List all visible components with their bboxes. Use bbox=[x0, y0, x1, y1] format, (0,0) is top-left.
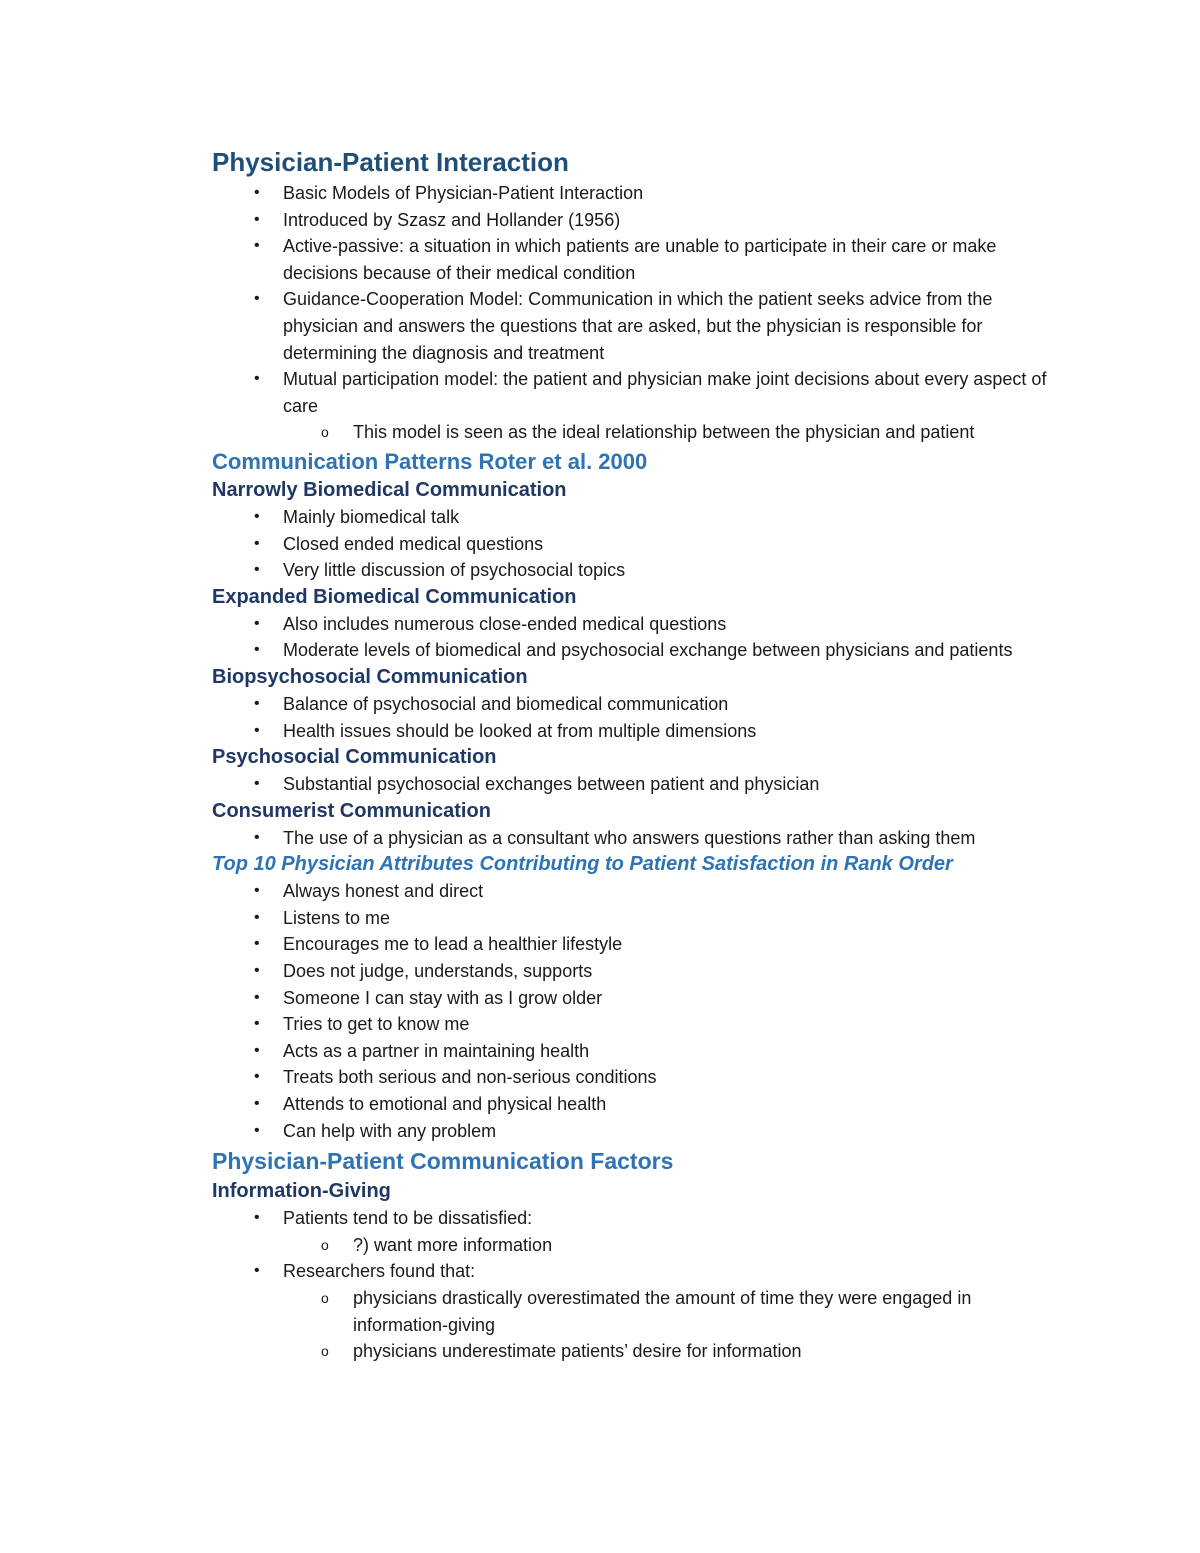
section-heading: Physician-Patient Interaction bbox=[212, 147, 569, 177]
list-item-text: Always honest and direct bbox=[283, 881, 484, 902]
subsection-heading: Top 10 Physician Attributes Contributing to Patient Satisfaction in Rank Order bbox=[212, 853, 953, 876]
bullet-icon: • bbox=[254, 184, 260, 201]
list-item bbox=[212, 878, 1063, 905]
bullet-icon: • bbox=[254, 614, 260, 632]
list-item-text: Researchers found that: bbox=[283, 1261, 476, 1282]
subsection-heading: Information-Giving bbox=[212, 1180, 391, 1203]
list-item-text: Closed ended medical questions bbox=[283, 533, 544, 554]
list-item-text: Introduced by Szasz and Hollander (1956) bbox=[283, 209, 621, 230]
list-item-text: Acts as a partner in maintaining health bbox=[283, 1040, 590, 1061]
subsection-heading: Consumerist Communication bbox=[212, 799, 491, 822]
bullet-icon: • bbox=[254, 237, 260, 255]
bullet-icon: • bbox=[254, 210, 260, 228]
list-item bbox=[212, 958, 1063, 985]
sub-list-item bbox=[283, 419, 1063, 446]
list-item bbox=[212, 985, 1063, 1012]
sub-list-item bbox=[283, 1232, 1063, 1259]
circle-bullet-icon: o bbox=[321, 1343, 329, 1360]
bullet-icon: • bbox=[254, 775, 260, 793]
bullet-icon: • bbox=[254, 908, 260, 926]
list-item bbox=[212, 637, 1063, 664]
sub-list bbox=[283, 1232, 1063, 1259]
bullet-icon: • bbox=[254, 935, 260, 953]
sub-list-item bbox=[283, 1338, 1063, 1365]
section-heading: Physician-Patient Communication Factors bbox=[212, 1148, 674, 1175]
sub-list bbox=[283, 419, 1063, 446]
bullet-list bbox=[212, 825, 1050, 852]
bullet-icon: • bbox=[254, 534, 260, 552]
list-item-text: Patients tend to be dissatisfied: bbox=[283, 1208, 533, 1229]
list-item bbox=[212, 1038, 1063, 1065]
bullet-icon: • bbox=[254, 1121, 260, 1139]
circle-bullet-icon: o bbox=[321, 1236, 329, 1253]
sub-list-item-text: physicians drastically overestimated the amount of time they were engaged in information-giving bbox=[353, 1288, 972, 1335]
subsection-heading: Psychosocial Communication bbox=[212, 746, 497, 769]
circle-bullet-icon: o bbox=[321, 1290, 329, 1306]
list-item bbox=[212, 504, 1063, 531]
list-item bbox=[212, 1118, 1063, 1145]
sub-list-item bbox=[283, 1285, 1063, 1338]
list-item bbox=[212, 1011, 1063, 1038]
list-item bbox=[212, 531, 1063, 558]
list-item bbox=[212, 207, 1063, 234]
sub-list-item-text: This model is seen as the ideal relationship between the physician and patient bbox=[353, 422, 975, 443]
list-item-text: Very little discussion of psychosocial topics bbox=[283, 560, 626, 581]
section-heading: Communication Patterns Roter et al. 2000 bbox=[212, 448, 648, 474]
list-item-text: Balance of psychosocial and biomedical communication bbox=[283, 693, 729, 714]
bullet-icon: • bbox=[254, 641, 260, 659]
subsection-heading: Narrowly Biomedical Communication bbox=[212, 478, 567, 501]
list-item-text: Treats both serious and non-serious conditions bbox=[283, 1067, 657, 1088]
bullet-icon: • bbox=[254, 828, 260, 846]
list-item bbox=[212, 718, 1063, 745]
bullet-icon: • bbox=[254, 370, 260, 388]
list-item-text: Encourages me to lead a healthier lifestyle bbox=[283, 934, 623, 955]
bullet-icon: • bbox=[254, 721, 260, 739]
list-item-text: Also includes numerous close-ended medical questions bbox=[283, 613, 727, 634]
bullet-list bbox=[212, 691, 1050, 744]
list-item-text: Active-passive: a situation in which patients are unable to participate in their care or make decisions because of their medical condition bbox=[283, 236, 997, 283]
list-item-text: Attends to emotional and physical health bbox=[283, 1094, 607, 1115]
list-item bbox=[212, 557, 1063, 584]
bullet-icon: • bbox=[254, 882, 260, 900]
bullet-icon: • bbox=[254, 1095, 260, 1113]
list-item bbox=[212, 825, 1083, 852]
list-item-text: The use of a physician as a consultant who answers questions rather than asking them bbox=[283, 827, 976, 848]
list-item bbox=[212, 691, 1063, 718]
list-item-text: Mainly biomedical talk bbox=[283, 506, 460, 527]
bullet-icon: • bbox=[254, 988, 260, 1006]
list-item bbox=[212, 611, 1063, 638]
bullet-list bbox=[212, 611, 1050, 664]
list-item bbox=[212, 931, 1063, 958]
bullet-icon: • bbox=[254, 694, 260, 712]
list-item bbox=[212, 771, 1063, 798]
list-item-text: Moderate levels of biomedical and psychosocial exchange between physicians and patients bbox=[283, 640, 1013, 661]
list-item-text: Tries to get to know me bbox=[283, 1014, 470, 1035]
bullet-list bbox=[212, 1205, 1050, 1365]
list-item bbox=[212, 366, 1063, 446]
sub-list-item-text: physicians underestimate patients’ desire for information bbox=[353, 1341, 802, 1362]
bullet-list bbox=[212, 771, 1050, 798]
bullet-icon: • bbox=[254, 507, 260, 525]
bullet-icon: • bbox=[254, 1209, 260, 1227]
list-item-text: Listens to me bbox=[283, 907, 391, 928]
list-item bbox=[212, 180, 1063, 207]
sub-list bbox=[283, 1285, 1063, 1365]
list-item bbox=[212, 1064, 1063, 1091]
list-item-text: Mutual participation model: the patient and physician make joint decisions about every aspect of care bbox=[283, 369, 1047, 416]
sub-list-item-text: ?) want more information bbox=[353, 1234, 553, 1255]
subsection-heading: Biopsychosocial Communication bbox=[212, 665, 528, 688]
list-item-text: Basic Models of Physician-Patient Interaction bbox=[283, 183, 644, 203]
list-item bbox=[212, 286, 1063, 366]
bullet-list bbox=[212, 180, 1050, 446]
list-item bbox=[212, 905, 1063, 932]
list-item-text: Guidance-Cooperation Model: Communication in which the patient seeks advice from the physician and answers the questions that are asked, but the physician is responsible for determining the diagnosis and treatment bbox=[283, 289, 993, 363]
list-item bbox=[212, 233, 1063, 286]
list-item-text: Can help with any problem bbox=[283, 1120, 497, 1141]
list-item-text: Substantial psychosocial exchanges between patient and physician bbox=[283, 774, 820, 795]
bullet-icon: • bbox=[254, 1068, 260, 1086]
list-item-text: Health issues should be looked at from multiple dimensions bbox=[283, 720, 757, 741]
list-item bbox=[212, 1205, 1063, 1258]
list-item bbox=[212, 1258, 1063, 1364]
bullet-icon: • bbox=[254, 1041, 260, 1059]
bullet-icon: • bbox=[254, 561, 260, 579]
bullet-icon: • bbox=[254, 962, 260, 980]
list-item-text: Does not judge, understands, supports bbox=[283, 961, 593, 982]
bullet-icon: • bbox=[254, 1015, 260, 1033]
bullet-list bbox=[212, 504, 1050, 584]
list-item-text: Someone I can stay with as I grow older bbox=[283, 987, 603, 1008]
bullet-icon: • bbox=[254, 1262, 260, 1280]
bullet-list bbox=[212, 878, 1050, 1144]
circle-bullet-icon: o bbox=[321, 424, 329, 441]
bullet-icon: • bbox=[254, 290, 260, 308]
list-item bbox=[212, 1091, 1063, 1118]
subsection-heading: Expanded Biomedical Communication bbox=[212, 585, 577, 608]
